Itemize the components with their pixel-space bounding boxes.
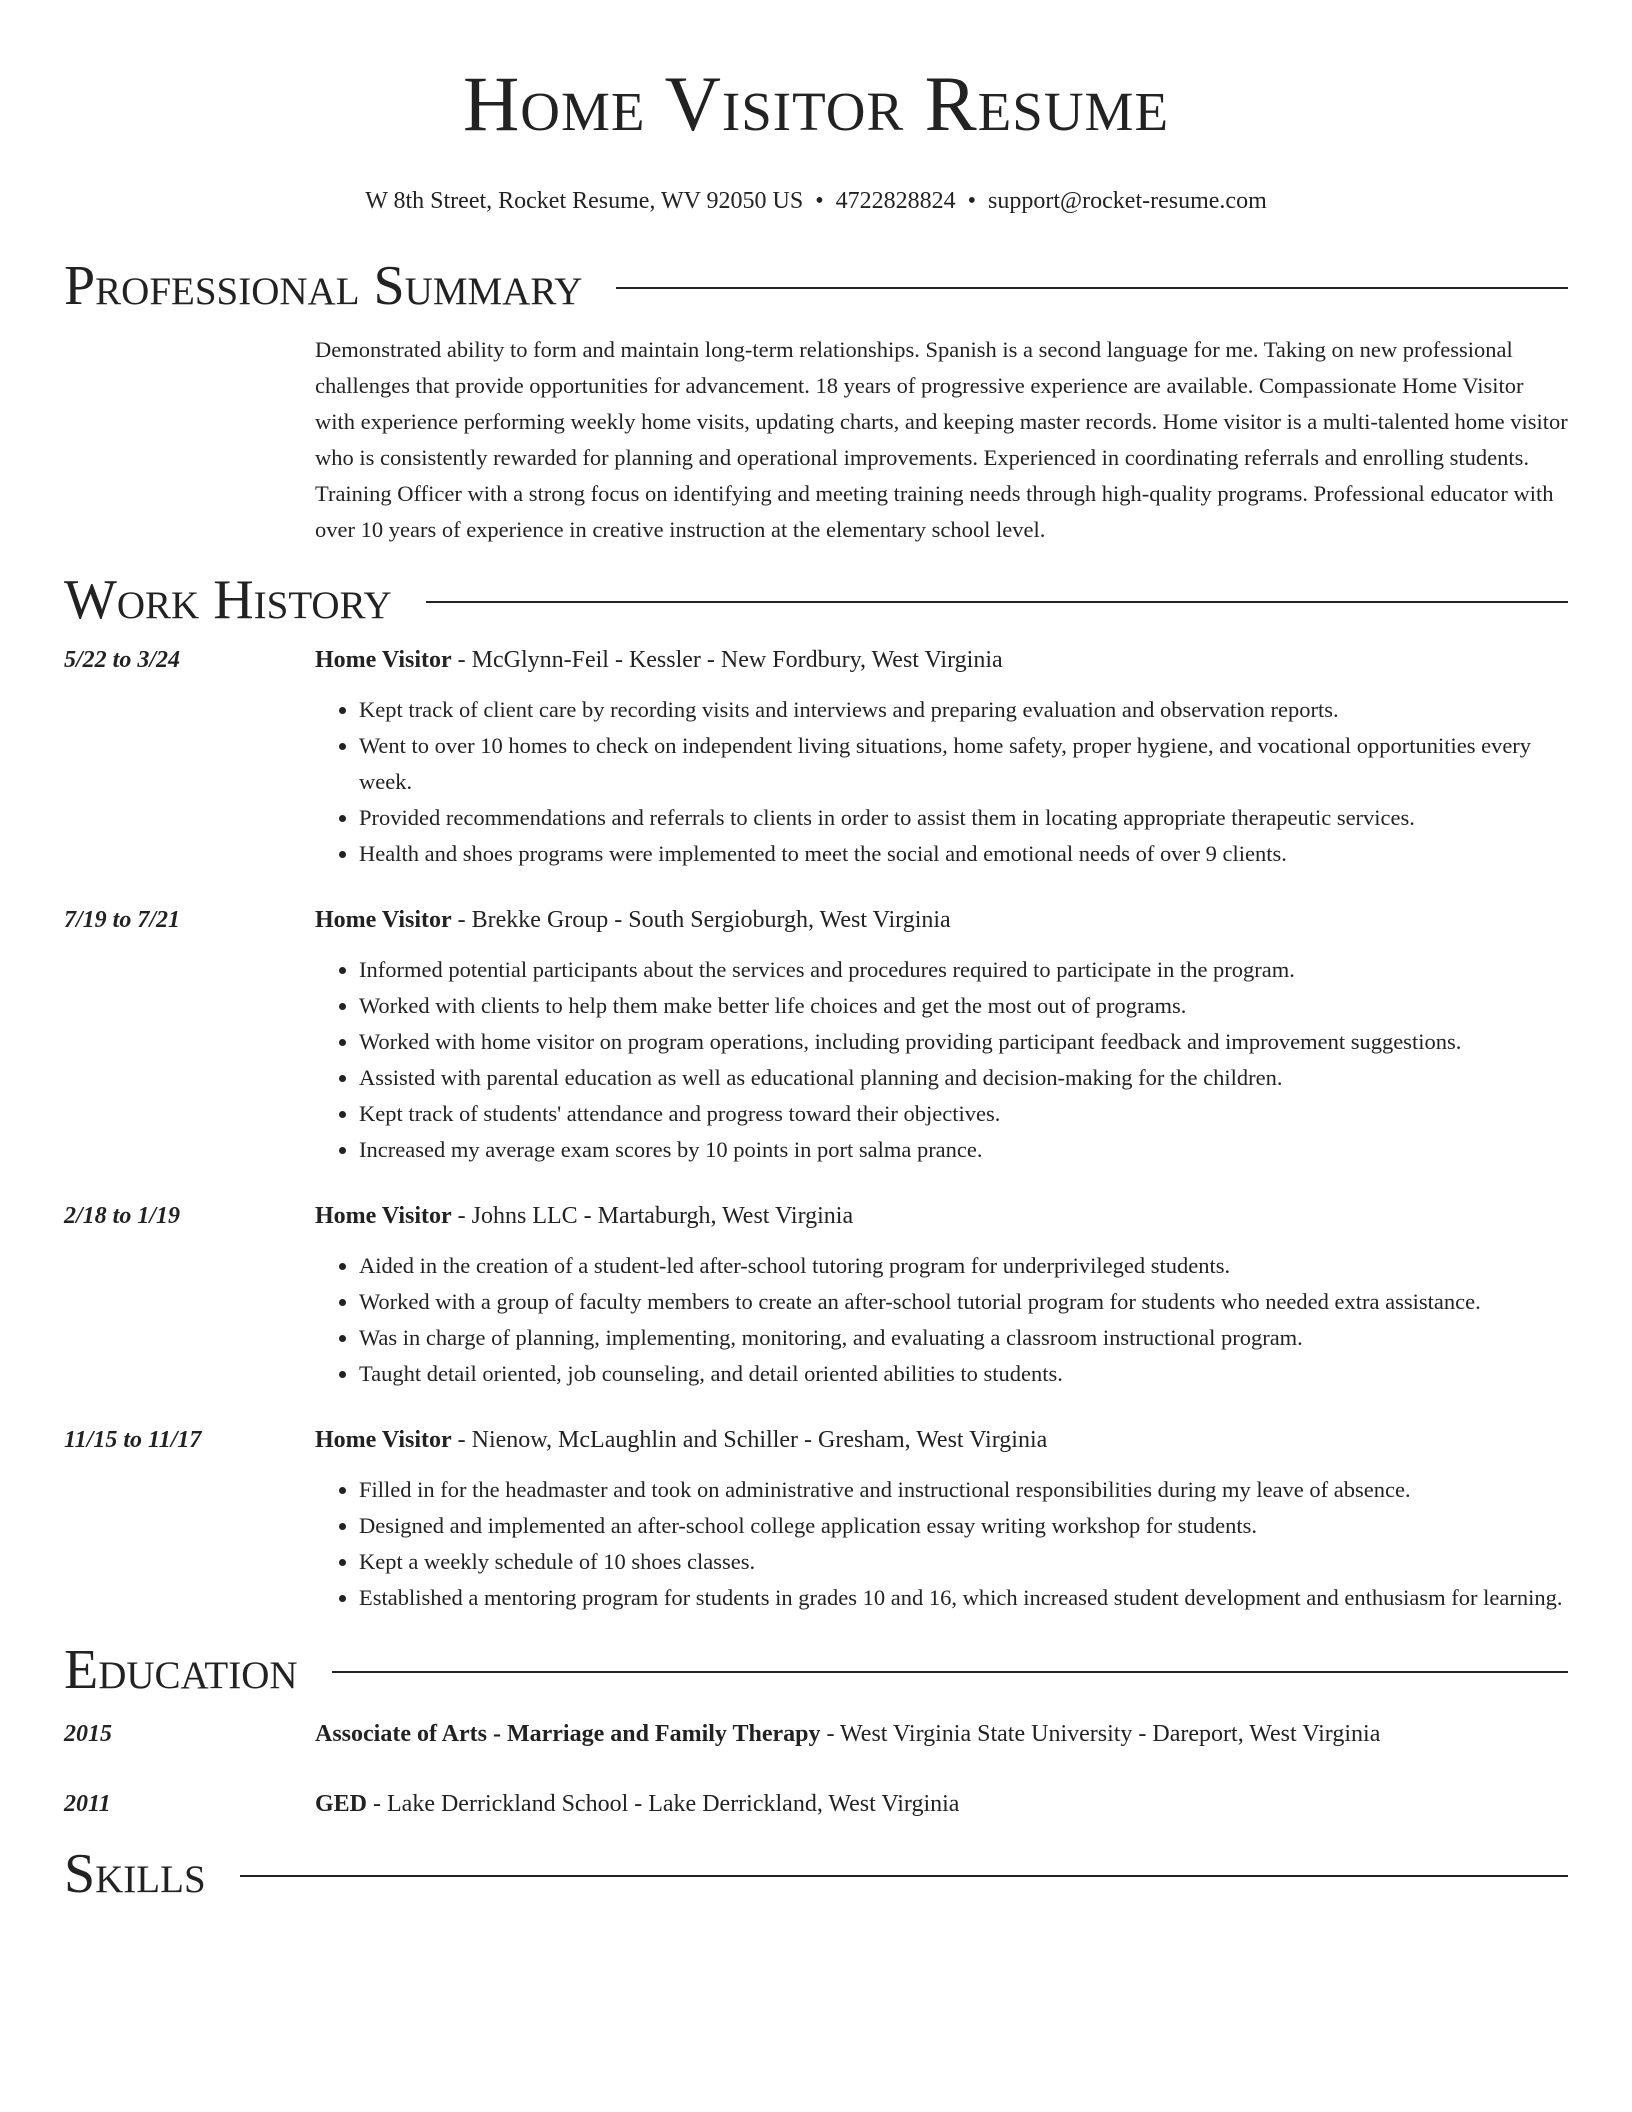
- job-bullet: • Increased my average exam scores by 10 points in port salma prance.: [359, 1132, 1568, 1168]
- job-bullet: • Assisted with parental education as well as educational planning and decision-making for the children.: [359, 1060, 1568, 1096]
- job-bullet: • Provided recommendations and referrals to clients in order to assist them in locating appropriate therapeutic services.: [359, 800, 1568, 836]
- work-history-heading: [64, 568, 1568, 632]
- education-entry: [64, 1716, 1568, 1752]
- job-headline: [315, 642, 1568, 678]
- contact-line: [64, 186, 1568, 216]
- job-body: [315, 902, 1568, 1168]
- job-headline: [315, 1198, 1568, 1234]
- job-headline: [315, 1422, 1568, 1458]
- page-title: Home Visitor Resume: [462, 60, 1170, 147]
- section-divider: [616, 287, 1568, 289]
- job-bullets: [315, 952, 1568, 1168]
- job-role: Home Visitor: [315, 907, 452, 933]
- education-date: 2015: [64, 1721, 112, 1747]
- summary-heading: [64, 254, 1568, 318]
- job-bullet: • Taught detail oriented, job counseling, and detail oriented abilities to students.: [359, 1356, 1568, 1392]
- job-bullet: • Aided in the creation of a student-led after-school tutoring program for underprivileged students.: [359, 1248, 1568, 1284]
- skills-heading: [64, 1842, 1568, 1906]
- education-heading: [64, 1638, 1568, 1702]
- education-date: 2011: [64, 1791, 111, 1817]
- job-entry: [64, 1422, 1568, 1616]
- resume-page: [64, 0, 1568, 1906]
- education-details: - West Virginia State University - Dareport, West Virginia: [820, 1721, 1381, 1747]
- job-bullets: [315, 692, 1568, 872]
- contact-separator: •: [967, 188, 977, 214]
- job-body: [315, 1198, 1568, 1392]
- job-bullet: • Was in charge of planning, implementing, monitoring, and evaluating a classroom instructional program.: [359, 1320, 1568, 1356]
- job-bullets: [315, 1248, 1568, 1392]
- job-bullet: • Filled in for the headmaster and took on administrative and instructional responsibilities during my leave of absence.: [359, 1472, 1568, 1508]
- job-entry: [64, 902, 1568, 1168]
- summary-text: Demonstrated ability to form and maintain long-term relationships. Spanish is a second language for me. Taking on new professional challenges that provide opportunities for advancement. 18 years of progressive experience are available. Compassionate Home Visitor with experience performing weekly home visits, updating charts, and keeping master records. Home visitor is a multi-talented home visitor who is consistently rewarded for planning and operational improvements. Experienced in coordinating referrals and enrolling students. Training Officer with a strong focus on identifying and meeting training needs through high-quality programs. Professional educator with over 10 years of experience in creative instruction at the elementary school level.: [315, 337, 1568, 542]
- job-entry: [64, 1198, 1568, 1392]
- summary-heading-text: Professional Summary: [64, 255, 583, 317]
- job-date: 2/18 to 1/19: [64, 1203, 181, 1229]
- job-date: 5/22 to 3/24: [64, 647, 181, 673]
- job-bullets: [315, 1472, 1568, 1616]
- section-divider: [332, 1671, 1568, 1673]
- education-entry: [64, 1786, 1568, 1822]
- contact-email: support@rocket-resume.com: [988, 188, 1267, 214]
- education-heading-text: Education: [64, 1639, 298, 1701]
- contact-phone: 4722828824: [835, 188, 956, 214]
- education-degree: GED: [315, 1791, 368, 1817]
- job-details: - Johns LLC - Martaburgh, West Virginia: [451, 1203, 854, 1229]
- job-bullet: • Health and shoes programs were implemented to meet the social and emotional needs of over 9 clients.: [359, 836, 1568, 872]
- job-bullet: • Worked with a group of faculty members to create an after-school tutorial program for students who needed extra assistance.: [359, 1284, 1568, 1320]
- education-body: [315, 1716, 1380, 1752]
- job-role: Home Visitor: [315, 647, 452, 673]
- section-divider: [240, 1875, 1568, 1877]
- job-bullet: • Kept a weekly schedule of 10 shoes classes.: [359, 1544, 1568, 1580]
- section-divider: [426, 601, 1568, 603]
- job-bullet: • Kept track of client care by recording visits and interviews and preparing evaluation and observation reports.: [359, 692, 1568, 728]
- skills-heading-text: Skills: [64, 1843, 206, 1905]
- job-bullet: • Kept track of students' attendance and progress toward their objectives.: [359, 1096, 1568, 1132]
- job-body: [315, 1422, 1568, 1616]
- job-body: [315, 642, 1568, 872]
- job-date: 11/15 to 11/17: [64, 1427, 202, 1453]
- education-body: [315, 1786, 959, 1822]
- job-bullet: • Informed potential participants about the services and procedures required to participate in the program.: [359, 952, 1568, 988]
- job-date: 7/19 to 7/21: [64, 907, 181, 933]
- job-bullet: • Worked with clients to help them make better life choices and get the most out of programs.: [359, 988, 1568, 1024]
- job-role: Home Visitor: [315, 1427, 452, 1453]
- job-details: - Nienow, McLaughlin and Schiller - Gresham, West Virginia: [451, 1427, 1048, 1453]
- job-bullet: • Worked with home visitor on program operations, including providing participant feedback and improvement suggestions.: [359, 1024, 1568, 1060]
- contact-separator: •: [815, 188, 824, 214]
- job-role: Home Visitor: [315, 1203, 452, 1229]
- contact-address: W 8th Street, Rocket Resume, WV 92050 US: [365, 188, 804, 214]
- job-headline: [315, 902, 1568, 938]
- work-history-heading-text: Work History: [64, 569, 392, 631]
- education-degree: Associate of Arts - Marriage and Family Therapy: [315, 1721, 821, 1747]
- job-entry: [64, 642, 1568, 872]
- job-bullet: • Established a mentoring program for students in grades 10 and 16, which increased student development and enthusiasm for learning.: [359, 1580, 1568, 1616]
- job-bullet: • Went to over 10 homes to check on independent living situations, home safety, proper hygiene, and vocational opportunities every week.: [359, 728, 1568, 800]
- job-bullet: • Designed and implemented an after-school college application essay writing workshop for students.: [359, 1508, 1568, 1544]
- job-details: - Brekke Group - South Sergioburgh, West Virginia: [451, 907, 951, 933]
- education-details: - Lake Derrickland School - Lake Derrickland, West Virginia: [367, 1791, 960, 1817]
- job-details: - McGlynn-Feil - Kessler - New Fordbury, West Virginia: [451, 647, 1003, 673]
